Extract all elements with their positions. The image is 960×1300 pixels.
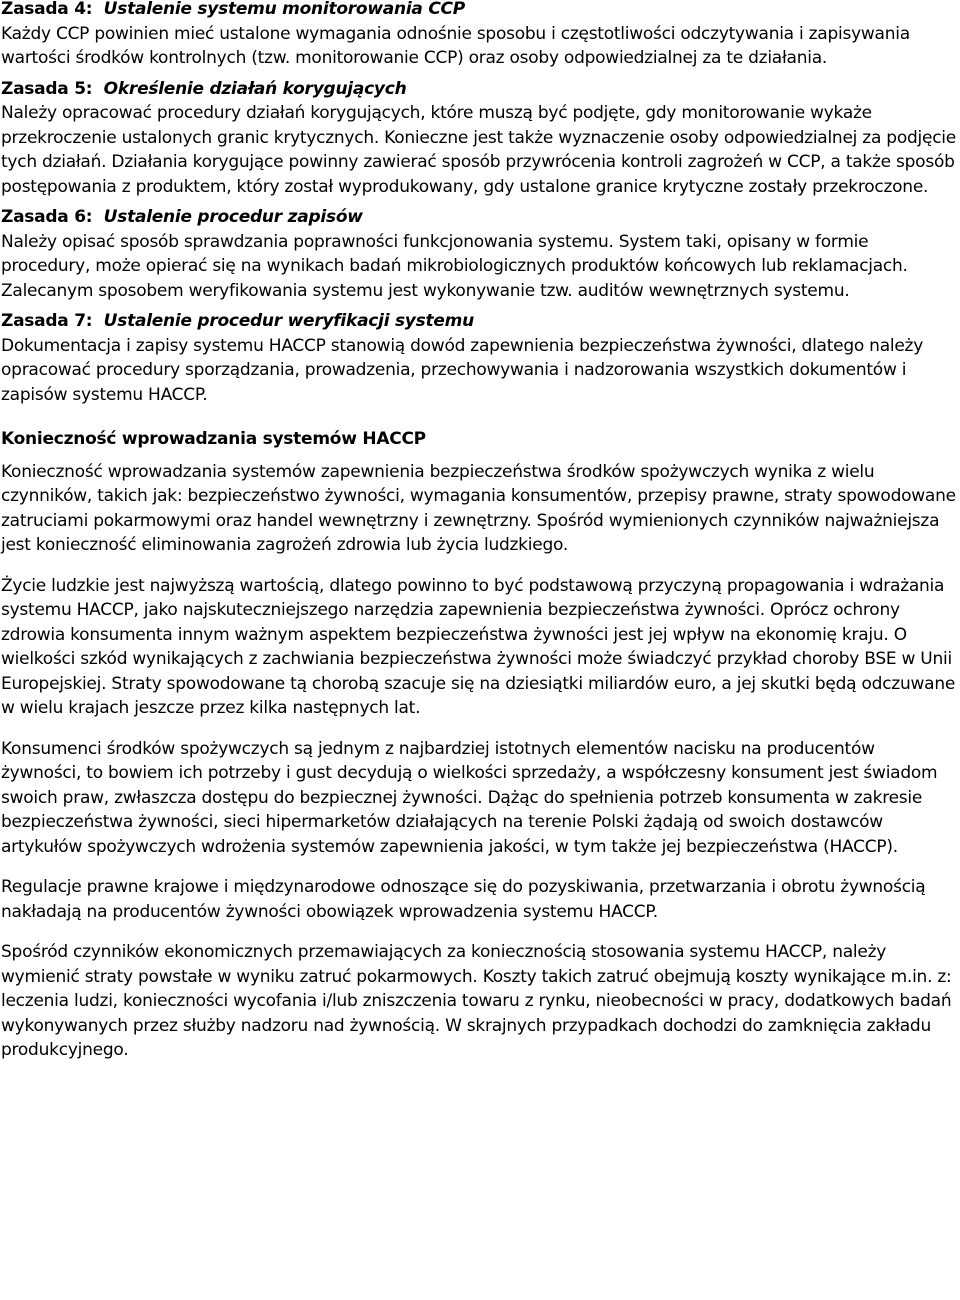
principle-7 — [1, 309, 960, 407]
principle-heading — [1, 309, 960, 334]
principle-text: Dokumentacja i zapisy systemu HACCP stanowią dowód zapewnienia bezpieczeństwa żywności, dlatego należy opracować procedury sporządzania, prowadzenia, przechowywania i nadzorowania wszystkich dokumentów i zapisów systemu HACCP. — [1, 335, 924, 405]
section-heading: Konieczność wprowadzania systemów HACCP — [1, 429, 426, 449]
principle-heading — [1, 77, 960, 102]
paragraph: Spośród czynników ekonomicznych przemawiających za koniecznością stosowania systemu HACCP, należy wymienić straty powstałe w wyniku zatruć pokarmowych. Koszty takich zatruć obejmują koszty wynikające m.in. z: leczenia ludzi, konieczności wycofania i/lub zniszczenia towaru z rynku, nieobecności w pracy, dodatkowych badań wykonywanych przez służby nadzoru nad żywnością. W skrajnych przypadkach dochodzi do zamknięcia zakładu produkcyjnego. — [1, 942, 952, 1060]
principle-text: Należy opracować procedury działań korygujących, które muszą być podjęte, gdy monitorowanie wykaże przekroczenie ustalonych granic krytycznych. Konieczne jest także wyznaczenie osoby odpowiedzialnej za podjęcie tych działań. Działania korygujące powinny zawierać sposób przywrócenia kontroli zagrożeń w CCP, a także sposób postępowania z produktem, który został wyprodukowany, gdy ustalone granice krytyczne zostały przekroczone. — [1, 103, 956, 197]
paragraph: Regulacje prawne krajowe i międzynarodowe odnoszące się do pozyskiwania, przetwarzania i obrotu żywnością nakładają na producentów żywności obowiązek wprowadzenia systemu HACCP. — [1, 877, 926, 922]
principle-title: Ustalenie systemu monitorowania CCP — [103, 0, 465, 19]
principle-label: Zasada 4: — [1, 0, 93, 19]
principle-label: Zasada 5: — [1, 78, 93, 99]
paragraph: Życie ludzkie jest najwyższą wartością, dlatego powinno to być podstawową przyczyną propagowania i wdrażania systemu HACCP, jako najskuteczniejszego narzędzia zapewnienia bezpieczeństwa żywności. Oprócz ochrony zdrowia konsumenta innym ważnym aspektem bezpieczeństwa żywności jest jej wpływ na ekonomię kraju. O wielkości szkód wynikających z zachwiania bezpieczeństwa żywności może świadczyć przykład choroby BSE w Unii Europejskiej. Straty spowodowane tą chorobą szacuje się na dziesiątki miliardów euro, a jej skutki będą odczuwane w wielu krajach jeszcze przez kilka następnych lat. — [1, 575, 956, 718]
principle-5 — [1, 77, 960, 200]
principle-6 — [1, 205, 960, 303]
principle-label: Zasada 6: — [1, 207, 93, 227]
principle-heading — [1, 205, 960, 230]
paragraph: Konieczność wprowadzania systemów zapewnienia bezpieczeństwa środków spożywczych wynika z wielu czynników, takich jak: bezpieczeństwo żywności, wymagania konsumentów, przepisy prawne, straty spowodowane zatruciami pokarmowymi oraz handel wewnętrzny i zewnętrzny. Spośród wymienionych czynników najważniejsza jest konieczność eliminowania zagrożeń zdrowia lub życia ludzkiego. — [1, 461, 956, 555]
principle-heading — [1, 0, 960, 22]
principle-text: Każdy CCP powinien mieć ustalone wymagania odnośnie sposobu i częstotliwości odczytywania i zapisywania wartości środków kontrolnych (tzw. monitorowanie CCP) oraz osoby odpowiedzialnej za te działania. — [1, 23, 910, 68]
principle-title: Ustalenie procedur weryfikacji systemu — [103, 311, 474, 331]
paragraph: Konsumenci środków spożywczych są jednym z najbardziej istotnych elementów nacisku na producentów żywności, to bowiem ich potrzeby i gust decydują o wielkości sprzedaży, a współczesny konsument jest świadom swoich praw, zwłaszcza dostępu do bezpiecznej żywności. Dążąc do spełnienia potrzeb konsumenta w zakresie bezpieczeństwa żywności, sieci hipermarketów działających na terenie Polski żądają od swoich dostawców artykułów spożywczych wdrożenia systemów zapewnienia jakości, w tym także jej bezpieczeństwa (HACCP). — [1, 738, 938, 857]
principle-label: Zasada 7: — [1, 311, 93, 331]
principle-title: Określenie działań korygujących — [103, 78, 407, 99]
principle-text: Należy opisać sposób sprawdzania poprawności funkcjonowania systemu. System taki, opisany w formie procedury, może opierać się na wynikach badań mikrobiologicznych produktów końcowych lub reklamacjach. Zalecanym sposobem weryfikowania systemu jest wykonywanie tzw. auditów wewnętrznych systemu. — [1, 231, 908, 301]
principle-4 — [1, 0, 960, 71]
principle-title: Ustalenie procedur zapisów — [103, 207, 363, 227]
